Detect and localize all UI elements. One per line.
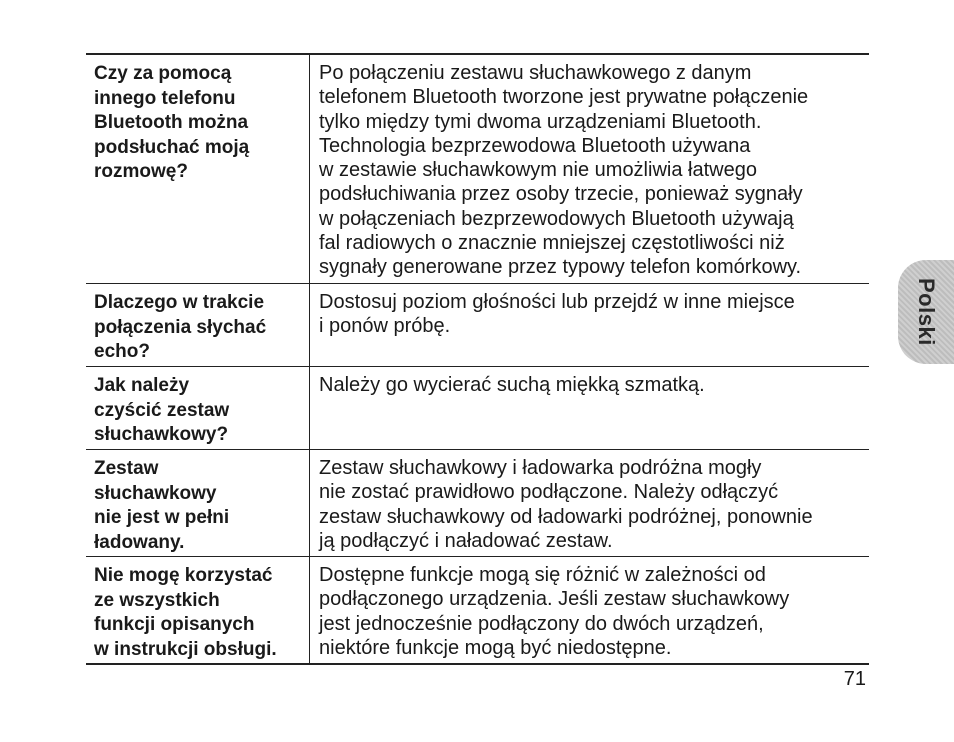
- faq-table: [86, 53, 869, 665]
- page-number: 71: [843, 668, 866, 690]
- faq-answer: Dostosuj poziom głośności lub przejdź w inne miejsce i ponów próbę.: [319, 291, 795, 338]
- faq-question: Jak należy czyścić zestaw słuchawkowy?: [86, 367, 310, 449]
- faq-answer: Zestaw słuchawkowy i ładowarka podróżna mogły nie zostać prawidłowo podłączone. Należy odłączyć zestaw słuchawkowy od ładowarki podróżnej, ponownie ją podłączyć i naładować zestaw.: [319, 457, 813, 552]
- faq-question: Nie mogę korzystać ze wszystkich funkcji opisanych w instrukcji obsługi.: [86, 557, 310, 663]
- faq-question: Dlaczego w trakcie połączenia słychać echo?: [86, 284, 310, 366]
- faq-row: [86, 557, 869, 665]
- faq-row: [86, 55, 869, 284]
- language-tab-label: Polski: [914, 278, 939, 346]
- faq-answer: Należy go wycierać suchą miękką szmatką.: [319, 374, 705, 396]
- faq-row: [86, 284, 869, 367]
- language-side-tab: [898, 260, 954, 364]
- faq-row: [86, 367, 869, 450]
- faq-answer: Po połączeniu zestawu słuchawkowego z danym telefonem Bluetooth tworzone jest prywatne połączenie tylko między tymi dwoma urządzeniami Bluetooth. Technologia bezprzewodowa Bluetooth używana w zestawie słuchawkowym nie umożliwia łatwego podsłuchiwania przez osoby trzecie, ponieważ sygnały w połączeniach bezprzewodowych Bluetooth używają fal radiowych o znacznie mniejszej częstotliwości niż sygnały generowane przez typowy telefon komórkowy.: [319, 62, 809, 279]
- faq-question: Zestaw słuchawkowy nie jest w pełni ładowany.: [86, 450, 310, 556]
- faq-row: [86, 450, 869, 557]
- faq-answer: Dostępne funkcje mogą się różnić w zależności od podłączonego urządzenia. Jeśli zestaw słuchawkowy jest jednocześnie podłączony do dwóch urządzeń, niektóre funkcje mogą być niedostępne.: [319, 564, 790, 659]
- faq-question: Czy za pomocą innego telefonu Bluetooth można podsłuchać moją rozmowę?: [86, 55, 310, 283]
